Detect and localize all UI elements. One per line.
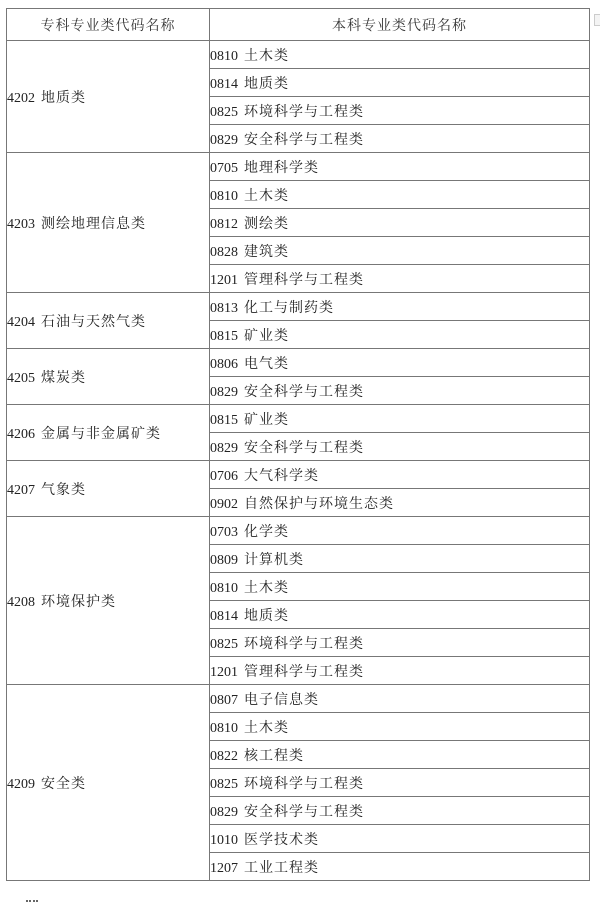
table-row <box>7 517 590 545</box>
bachelor-major-code: 1201 <box>210 272 238 288</box>
bachelor-major-code: 0829 <box>210 440 238 456</box>
bachelor-major-code: 0829 <box>210 804 238 820</box>
bachelor-major-code: 0828 <box>210 244 238 260</box>
bachelor-major-code: 0814 <box>210 608 238 624</box>
bachelor-major-cell <box>210 377 590 405</box>
associate-major-cell <box>7 153 210 293</box>
associate-major-cell <box>7 41 210 153</box>
associate-major-name: 测绘地理信息类 <box>41 216 146 232</box>
associate-major-name: 气象类 <box>41 482 86 498</box>
bachelor-major-cell <box>210 685 590 713</box>
bachelor-major-code: 0810 <box>210 48 238 64</box>
bachelor-major-code: 0825 <box>210 776 238 792</box>
bachelor-major-cell <box>210 517 590 545</box>
bachelor-major-cell <box>210 265 590 293</box>
table-body <box>7 41 590 881</box>
associate-major-code: 4206 <box>7 426 35 442</box>
associate-major-cell <box>7 685 210 881</box>
bachelor-major-name: 计算机类 <box>244 552 304 568</box>
bachelor-major-cell <box>210 825 590 853</box>
bachelor-major-cell <box>210 181 590 209</box>
associate-major-code: 4204 <box>7 314 35 330</box>
associate-major-cell <box>7 517 210 685</box>
table-row <box>7 685 590 713</box>
bachelor-major-cell <box>210 293 590 321</box>
bachelor-major-name: 电气类 <box>244 356 289 372</box>
bachelor-major-name: 环境科学与工程类 <box>244 104 364 120</box>
associate-major-name: 煤炭类 <box>41 370 86 386</box>
bachelor-major-cell <box>210 601 590 629</box>
bachelor-major-cell <box>210 713 590 741</box>
bachelor-major-name: 地质类 <box>244 76 289 92</box>
bachelor-major-code: 1201 <box>210 664 238 680</box>
bachelor-major-cell <box>210 769 590 797</box>
table-row <box>7 349 590 377</box>
bachelor-major-cell <box>210 209 590 237</box>
bachelor-major-cell <box>210 573 590 601</box>
bachelor-major-cell <box>210 853 590 881</box>
bachelor-major-cell <box>210 405 590 433</box>
associate-major-name: 环境保护类 <box>41 594 116 610</box>
bachelor-major-cell <box>210 797 590 825</box>
associate-major-code: 4203 <box>7 216 35 232</box>
bachelor-major-name: 化工与制药类 <box>244 300 334 316</box>
bachelor-major-cell <box>210 237 590 265</box>
bachelor-major-name: 工业工程类 <box>244 860 319 876</box>
bachelor-major-cell <box>210 741 590 769</box>
bachelor-major-code: 0815 <box>210 328 238 344</box>
bachelor-major-code: 1010 <box>210 832 238 848</box>
table-row <box>7 405 590 433</box>
bachelor-major-cell <box>210 69 590 97</box>
bachelor-major-name: 测绘类 <box>244 216 289 232</box>
bachelor-major-code: 0815 <box>210 412 238 428</box>
associate-major-code: 4202 <box>7 90 35 106</box>
bachelor-major-code: 0703 <box>210 524 238 540</box>
bachelor-major-code: 0829 <box>210 384 238 400</box>
bachelor-major-name: 建筑类 <box>244 244 289 260</box>
associate-major-cell <box>7 349 210 405</box>
bachelor-major-name: 自然保护与环境生态类 <box>244 496 394 512</box>
bachelor-major-code: 0812 <box>210 216 238 232</box>
table-row <box>7 293 590 321</box>
bachelor-major-cell <box>210 489 590 517</box>
bachelor-major-name: 电子信息类 <box>244 692 319 708</box>
bachelor-major-name: 地理科学类 <box>244 160 319 176</box>
bachelor-major-name: 安全科学与工程类 <box>244 440 364 456</box>
associate-major-code: 4209 <box>7 776 35 792</box>
bachelor-major-name: 管理科学与工程类 <box>244 272 364 288</box>
table-row <box>7 461 590 489</box>
bachelor-major-cell <box>210 97 590 125</box>
bachelor-major-name: 土木类 <box>244 48 289 64</box>
bachelor-major-name: 环境科学与工程类 <box>244 776 364 792</box>
bachelor-major-name: 地质类 <box>244 608 289 624</box>
associate-major-cell <box>7 461 210 517</box>
bachelor-major-code: 0825 <box>210 636 238 652</box>
bachelor-major-cell <box>210 41 590 69</box>
bachelor-major-code: 0825 <box>210 104 238 120</box>
bachelor-major-cell <box>210 545 590 573</box>
bachelor-major-name: 化学类 <box>244 524 289 540</box>
associate-major-cell <box>7 405 210 461</box>
bachelor-major-code: 0822 <box>210 748 238 764</box>
page-footer-fragment <box>26 900 38 905</box>
bachelor-major-name: 核工程类 <box>244 748 304 764</box>
header-row <box>7 9 590 41</box>
associate-major-name: 石油与天然气类 <box>41 314 146 330</box>
bachelor-major-cell <box>210 657 590 685</box>
associate-major-cell <box>7 293 210 349</box>
bachelor-major-cell <box>210 349 590 377</box>
bachelor-major-name: 土木类 <box>244 188 289 204</box>
bachelor-major-cell <box>210 125 590 153</box>
header-bachelor-major: 本科专业类代码名称 <box>210 9 590 41</box>
bachelor-major-code: 0810 <box>210 188 238 204</box>
bachelor-major-code: 0813 <box>210 300 238 316</box>
bachelor-major-cell <box>210 433 590 461</box>
bachelor-major-name: 矿业类 <box>244 412 289 428</box>
bachelor-major-cell <box>210 321 590 349</box>
bachelor-major-name: 安全科学与工程类 <box>244 384 364 400</box>
bachelor-major-name: 土木类 <box>244 720 289 736</box>
bachelor-major-code: 0706 <box>210 468 238 484</box>
bachelor-major-code: 0810 <box>210 580 238 596</box>
bachelor-major-code: 1207 <box>210 860 238 876</box>
bachelor-major-cell <box>210 153 590 181</box>
bachelor-major-name: 环境科学与工程类 <box>244 636 364 652</box>
bachelor-major-code: 0809 <box>210 552 238 568</box>
bachelor-major-name: 大气科学类 <box>244 468 319 484</box>
bachelor-major-code: 0829 <box>210 132 238 148</box>
table-row <box>7 41 590 69</box>
bachelor-major-name: 矿业类 <box>244 328 289 344</box>
associate-major-code: 4208 <box>7 594 35 610</box>
associate-major-name: 地质类 <box>41 90 86 106</box>
bachelor-major-name: 安全科学与工程类 <box>244 804 364 820</box>
bachelor-major-cell <box>210 629 590 657</box>
header-associate-major: 专科专业类代码名称 <box>7 9 210 41</box>
side-handle-icon[interactable] <box>594 14 600 26</box>
associate-major-code: 4205 <box>7 370 35 386</box>
bachelor-major-name: 土木类 <box>244 580 289 596</box>
table-row <box>7 153 590 181</box>
bachelor-major-name: 医学技术类 <box>244 832 319 848</box>
bachelor-major-code: 0902 <box>210 496 238 512</box>
associate-major-name: 金属与非金属矿类 <box>41 426 161 442</box>
bachelor-major-code: 0814 <box>210 76 238 92</box>
bachelor-major-cell <box>210 461 590 489</box>
major-mapping-table <box>6 8 590 881</box>
bachelor-major-code: 0807 <box>210 692 238 708</box>
bachelor-major-name: 安全科学与工程类 <box>244 132 364 148</box>
associate-major-code: 4207 <box>7 482 35 498</box>
associate-major-name: 安全类 <box>41 776 86 792</box>
bachelor-major-code: 0705 <box>210 160 238 176</box>
bachelor-major-code: 0806 <box>210 356 238 372</box>
bachelor-major-code: 0810 <box>210 720 238 736</box>
bachelor-major-name: 管理科学与工程类 <box>244 664 364 680</box>
